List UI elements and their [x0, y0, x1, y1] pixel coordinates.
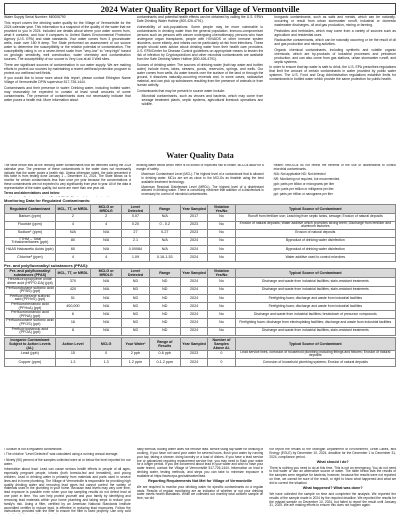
table-cell: Lead (ppb): [5, 350, 56, 358]
table-cell: 1.3: [91, 358, 122, 366]
pfas-heading: Per- and polyfluoroalkyl substances (PFAS):: [4, 262, 89, 268]
table-cell: 2023: [180, 350, 207, 358]
table-cell: ND: [149, 311, 180, 319]
term-ppb: • ppb: parts per billion or micrograms per liter: [274, 183, 396, 187]
column-header: MCL, TT, or MRDL: [55, 204, 90, 213]
contaminants-list: [137, 94, 264, 106]
organic-item: • Organic chemical contaminants, including synthetic and volatile organic chemicals, which are by-products of industrial processes and petroleum production, and can also come from gas stations, urban stormwater runoff, and septic systems.: [274, 48, 396, 64]
table-cell: No: [208, 311, 235, 319]
column-header: MCLG or MRDLG: [91, 204, 122, 213]
table-cell: 0: [91, 350, 122, 358]
contamination-paragraph: There are significant sources of contamination in our water supply. We are making efforts to protect our sources by maintaining a recent wellhead protection program to protect our wellhead well fields.: [4, 62, 131, 75]
table-cell: Corrosion of household plumbing systems; Erosion of natural deposits: [235, 358, 395, 366]
table-cell: Copper (ppm): [5, 358, 56, 366]
table-cell: ND: [149, 286, 180, 294]
pesticides-item: • Pesticides and herbicides, which may come from a variety of sources such as agriculture and residential uses.: [274, 29, 396, 37]
table-cell: ND: [122, 286, 149, 294]
table-cell: ND: [149, 302, 180, 310]
table-cell: 0: [208, 358, 235, 366]
table-row: [5, 229, 396, 237]
table-cell: 15: [55, 350, 90, 358]
table-cell: ND: [122, 294, 149, 302]
table-row: [5, 213, 396, 221]
lead-info: Information about lead: Lead can cause serious health effects in people of all ages, especially pregnant people, infants (both formula-fed and breastfed), and young children. Lead in drinking water is primarily from materials and parts used in service lines and in home plumbing. The Village of Vermontville is responsible for providing high quality drinking water and removing lead pipes but cannot control the variety of materials used in the plumbing in your home. Because lead levels may vary over time, lead exposure is possible even when your tap sampling results do not detect lead at one point in time. You can help protect yourself and your family by identifying and removing lead materials within your home plumbing and taking steps to reduce your family's risk. Using a filter, certified by an American National Standards Institute accredited certifier to reduce lead, is effective in reducing lead exposures. Follow the instructions provided with the filter to ensure the filter is used properly. Use only cold: [4, 467, 131, 514]
table-cell: 4: [91, 253, 122, 261]
table-cell: 2024: [180, 278, 207, 286]
bottom-column-2: [137, 448, 264, 514]
table-cell: 0.07: [122, 213, 149, 221]
sources-paragraph: Sources of drinking water: The sources of drinking water (both tap water and bottled water) include rivers, lakes, streams, ponds, reservoirs, springs, and wells. Our water comes from wells. As water travels over the surface of the land or through the ground, it dissolves naturally-occurring minerals and, in some cases, radioactive material, and can pick up substances resulting from the presence of animals or from human activity.: [136, 62, 264, 87]
column-header: MCL, TT, or MRDL: [55, 269, 90, 278]
table-cell: 0-27: [149, 229, 180, 237]
table-cell: 0: [208, 350, 235, 358]
column-header: MCLG or MRDLG: [91, 269, 122, 278]
table-cell: Firefighting foam; discharge from electroplating facilities; discharge and waste from industrial facilities: [235, 319, 395, 327]
table-cell: 4: [55, 253, 90, 261]
table-cell: Firefighting foam; discharge and waste from industrial facilities: [235, 302, 395, 310]
table-cell: No: [208, 319, 235, 327]
serial-number: Water Supply Serial Number: MI0006790: [4, 15, 66, 19]
column-header: Range: [149, 269, 180, 278]
table-cell: 400,000: [55, 302, 90, 310]
intro-column-2: [137, 15, 264, 148]
what-to-do-heading: What should I do?: [316, 460, 349, 465]
table-cell: 1.2 ppm: [122, 358, 149, 366]
inorganic-item: • Inorganic contaminants, such as salts and metals, which can be naturally-occurring or result from urban stormwater runoff, industrial or domestic wastewater discharges, oil and gas production, mining or farming.: [274, 15, 396, 27]
reporting-paragraph: We are required to monitor your drinking water for specific contaminants on a regular basis. Results of regular monitoring are an indicator of whether or not your drinking water meets health standards. While we collected our monthly total coliform sample on time, we did: [136, 484, 264, 501]
intro-column-3: [269, 15, 396, 148]
table-cell: N/A: [149, 213, 180, 221]
table-cell: ND: [149, 319, 180, 327]
table-cell: 0-1.2 ppm: [149, 358, 180, 366]
wq-column-2: [136, 164, 263, 197]
table-cell: 0.16-1.53: [149, 253, 180, 261]
table-cell: 80: [55, 237, 90, 245]
term-ppm: • ppm: parts per million or milligrams per liter: [274, 188, 396, 192]
column-header: Regulated Contaminant: [5, 204, 56, 213]
what-happened-paragraph: We have collected the sample on time and completed the analysis. We reported the results of the sample made in 2024 by the required deadline. We reported the results for the missed sample on December 10, 2024, but failed to report the result until January 31, 2025. We are making efforts to ensure this does not happen again.: [269, 491, 397, 508]
table-row: [5, 221, 396, 229]
table-cell: 4: [55, 221, 90, 229]
table-cell: 2024: [180, 327, 207, 335]
table-cell: No: [208, 237, 235, 245]
table-row: [5, 302, 396, 310]
table-cell: 0.20: [122, 221, 149, 229]
table-row: [5, 350, 396, 358]
wq-column-1: [4, 164, 131, 197]
table-cell: 2017: [180, 213, 207, 221]
table-cell: 0-6 ppb: [149, 350, 180, 358]
table-cell: ND: [122, 311, 149, 319]
table-cell: 27: [122, 229, 149, 237]
table-cell: ND: [122, 319, 149, 327]
table-cell: N/A: [91, 327, 122, 335]
term-ppt: • ppt: parts per trillion or nanograms per liter: [274, 193, 396, 197]
table-cell: No: [208, 213, 235, 221]
table-cell: N/A: [91, 237, 122, 245]
table-cell: Perfluorobutane sulfonic acid (PFBS) (ppt): [6, 285, 54, 294]
table-cell: No: [208, 294, 235, 302]
table-cell: 1.09: [122, 253, 149, 261]
bottom-column-3: [269, 448, 396, 514]
table-cell: 2 ppb: [122, 350, 149, 358]
term-mrdlg-cont: • Health: MRDLGs do not reflect the benefits of the use of disinfectants to control microbial contaminants.: [274, 164, 396, 172]
table-cell: Perfluorohexane sulfonic acid (PFHxS) (ppt): [5, 294, 56, 302]
table-cell: Fluoride (ppm): [5, 221, 56, 229]
pfas-table: [4, 268, 396, 335]
table-cell: TTHM – Total Trihalomethanes (ppb): [5, 237, 56, 245]
table-cell: Water additive used to control microbes: [235, 253, 395, 261]
table-row: [5, 245, 396, 253]
term-mrdl: • Maximum Residual Disinfectant Level (MRDL): The highest level of a disinfectant allowed in drinking water. There is convincing evidence that addition of a disinfectant is necessary for control of microbial contaminants.: [141, 186, 263, 197]
radioactive-item: • Radioactive contaminants, which can be naturally occurring or be the result of oil and gas production and mining activities.: [274, 38, 396, 46]
table-cell: No: [208, 278, 235, 286]
data-tables: [4, 197, 396, 367]
table-cell: Erosion of natural deposits; Water additive which promotes strong teeth; Discharge from fertilizer and aluminum factories: [235, 221, 395, 229]
lead-header-row: [5, 337, 396, 350]
regulated-header-row: [5, 204, 396, 213]
column-header: Level Detected: [122, 269, 149, 278]
table-cell: Byproduct of drinking water disinfection: [235, 245, 395, 253]
table-cell: 4: [91, 221, 122, 229]
table-cell: 0 - 0.2: [149, 221, 180, 229]
table-cell: Barium (ppm): [5, 213, 56, 221]
vulnerability-paragraph: Vulnerability of sub-populations: Some people may be more vulnerable to contaminants in drinking water than the general population. Immuno-compromised persons such as persons with cancer undergoing chemotherapy, persons who have undergone organ transplants, people with HIV/AIDS or other immune system disorders, some elderly, and infants can be particularly at risk from infections. These people should seek advice about drinking water from their health care providers. U.S. EPA/Center for Disease Control guidelines on appropriate means to lessen the risk of infection by Cryptosporidium and other microbial contaminants are available from the Safe Drinking Water Hotline (800-426-4791).: [136, 24, 264, 62]
contaminants-presence-paragraph: Contaminants and their presence in water: Drinking water, including bottled water, may reasonably be expected to contain at least small amounts of some contaminants. The presence of contaminants does not necessarily indicate that water poses a health risk. More information about: [4, 86, 131, 103]
column-header: Violation Yes/No: [208, 269, 235, 278]
table-cell: No: [208, 327, 235, 335]
table-cell: Firefighting foam; discharge and waste from industrial facilities: [235, 294, 395, 302]
table-cell: N/A: [55, 229, 90, 237]
what-happened-heading: What happened? What was done?: [302, 486, 363, 491]
table-row: [5, 253, 396, 261]
table-cell: N/A: [91, 245, 122, 253]
table-cell: ND: [149, 294, 180, 302]
intro-columns: [4, 15, 396, 148]
table-cell: N/A: [91, 229, 122, 237]
table-row: [5, 327, 396, 335]
column-header: Year Sampled: [180, 269, 207, 278]
table-cell: Discharge and waste from industrial facilities; stain-resistant treatments: [235, 278, 395, 286]
table-row: [5, 286, 396, 294]
regulated-heading: Monitoring Data for Regulated Contaminants:: [4, 198, 91, 203]
table-cell: 2: [55, 213, 90, 221]
table-cell: Discharge and waste from industrial facilities; stain-resistant treatments: [235, 286, 395, 294]
water-quality-columns: [4, 164, 396, 197]
table-row: [5, 319, 396, 327]
reporting-heading: Reporting Requirements Not Met for Village of Vermontville: [148, 479, 252, 484]
table-cell: 2024: [180, 245, 207, 253]
wq-column-3: [269, 164, 396, 197]
table-cell: 2.1: [122, 237, 149, 245]
table-cell: N/A: [91, 311, 122, 319]
contact-paragraph: If you would like to know more about this report, please contact Ethington Name Village of Vermontville DPW supervisor 517-726-1444.: [4, 76, 131, 85]
table-cell: Byproduct of drinking water disinfection: [235, 237, 395, 245]
column-header: Range: [149, 204, 180, 213]
bottom-columns: [4, 448, 396, 514]
table-row: [5, 358, 396, 366]
table-cell: Hexafluoropropylene oxide dimer acid (HFPO-DA) (ppt): [5, 278, 56, 286]
table-cell: HAA5 Haloacetic Acids (ppb): [5, 245, 56, 253]
hotline-paragraph: contaminants and potential health effects can be obtained by calling the U.S. EPA's Safe Drinking Water Hotline (800-426-4791).: [136, 15, 264, 24]
table-cell: Lead service lines, corrosion of household plumbing including fittings and fixtures; Erosion of natural deposits: [235, 350, 395, 358]
table-cell: 51: [55, 294, 90, 302]
column-header: MCLG: [91, 337, 122, 350]
table-cell: 2024: [180, 358, 207, 366]
table-cell: N/A: [149, 237, 180, 245]
table-cell: 2024: [180, 286, 207, 294]
footnote-2: ² The chlorine "Level Detected" was calculated using a running annual average.: [4, 452, 119, 457]
table-cell: N/A: [91, 286, 122, 294]
table-row: [5, 278, 396, 286]
what-to-do-paragraph: There is nothing you need to do at this time. This is not an emergency. You do not need to boil water or use an alternative source of water. The table below lists the results of the samples were negative for bacteria; however, because the results were not reported on time, we cannot be sure of the result, or right to know what happened and what we did to correct the situation.: [269, 465, 397, 485]
table-cell: No: [208, 229, 235, 237]
table-cell: ND: [149, 278, 180, 286]
column-header: Inorganic Contaminant Subject to Action Levels (AL): [5, 337, 56, 350]
table-row: [5, 311, 396, 319]
term-nr: • NR: Monitoring not required, but recommended.: [274, 178, 396, 182]
report-title: 2024 Water Quality Report for Village of Vermontville: [4, 3, 396, 15]
table-cell: N/A: [91, 278, 122, 286]
table-cell: Perfluorohexanoic acid (PFHxA) (ppt): [5, 302, 56, 310]
table-cell: 2024: [180, 302, 207, 310]
table-row: [5, 237, 396, 245]
column-header: Typical Source of Contaminant: [235, 204, 395, 213]
table-cell: Sodium¹ (ppm): [5, 229, 56, 237]
lead-copper-table: [4, 337, 396, 367]
reporting-paragraph-cont: not report the results to the Michigan Department of Environment, Great Lakes, and Energy (EGLE) by December 10, 2024, deadline for the December 1 to December 31, 2024, compliance period.: [269, 448, 397, 459]
water-quality-title: Water Quality Data: [166, 151, 234, 160]
table-cell: Discharge and waste from industrial facilities; stain-resistant treatments: [235, 327, 395, 335]
table-cell: 16: [55, 319, 90, 327]
table-cell: N/A: [149, 245, 180, 253]
table-cell: 0.00084: [122, 245, 149, 253]
table-cell: N/A: [91, 319, 122, 327]
contaminants-list-continued: [269, 15, 396, 64]
column-header: Typical Source of Contaminant: [235, 269, 395, 278]
column-header: Action Level: [55, 337, 90, 350]
table-cell: Runoff from fertilizer use; Leaching from septic tanks, sewage; Erosion of natural deposits: [235, 213, 395, 221]
table-cell: 8: [55, 327, 90, 335]
table-cell: N/A: [91, 302, 122, 310]
table-cell: ND: [122, 278, 149, 286]
table-cell: No: [208, 245, 235, 253]
table-cell: Perfluorononanoic acid (PFNA) (ppt): [5, 311, 56, 319]
column-header: Range of Results: [149, 337, 180, 350]
terms-list-2: [136, 173, 263, 197]
table-cell: Chlorine² (ppm): [5, 253, 56, 261]
table-cell: 1.3: [55, 358, 90, 366]
intro-paragraph: This report covers the drinking water quality for the Village of Vermontville for the 2024 calendar year. This information is a snapshot of the quality of the water that we provided to you in 2024. Included are details about where your water comes from, what it contains, and how it compares to United States Environmental Protection Agency (U.S. EPA) and state standards. Your water comes from 3 groundwater wells, each over 180 ft deep. The State performed an assessment of our source water to determine the susceptibility or the relative potential of contamination. The susceptibility rating is on a seven-tiered scale from "very-low" to "very-high" based on geologic sensitivity, well construction, water chemistry and contamination sources. The susceptibility of our source is Very Low at all 3 Well sites.: [4, 20, 131, 62]
table-cell: 2024: [180, 253, 207, 261]
table-cell: 2023: [180, 229, 207, 237]
table-row: [5, 294, 396, 302]
column-header: Your Water³: [122, 337, 149, 350]
contaminants-list-heading: Contaminants that may be present in source water include:: [136, 88, 226, 93]
wq-intro: The table below lists all the drinking water contaminants that we detected during the 2024 calendar year. The presence of these contaminants in the water does not necessarily indicate that the water poses a health risk. Unless otherwise noted, the data presented in this table is from testing done January 1 – December 31, 2024. The State allows us to monitor for certain contaminants less than once per year because the concentrations of these contaminants are not expected to vary significantly from year to year. All of the data is representative of the water quality, but some are more than one year old.: [4, 164, 132, 190]
term-na-nd: • N/A: Not applicable ND: Not detected: [274, 173, 396, 177]
footnote-3: ³ Ninety (90) percent of the samples collected were at or below the level reported for our water.: [4, 457, 131, 466]
table-cell: Perfluorooctane sulfonic acid (PFOS) (ppt): [6, 318, 54, 326]
column-header: Year Sampled: [180, 204, 207, 213]
column-header: Year Sampled: [180, 337, 207, 350]
regulated-table: [4, 204, 396, 262]
table-cell: ND: [122, 302, 149, 310]
term-mcl: • Maximum Contaminant Level (MCL): The highest level of a contaminant that is allowed in drinking water. MCLs are set as close to the MCLGs as feasible using the best available treatment technology.: [141, 173, 263, 184]
table-cell: No: [208, 286, 235, 294]
column-header: Level Detected: [122, 204, 149, 213]
table-cell: 2023: [180, 221, 207, 229]
column-header: Violation Yes/No: [208, 204, 235, 213]
table-cell: 60: [55, 245, 90, 253]
regulations-paragraph: In order to ensure that tap water is safe to drink, the U.S. EPA prescribes regulations that limit the amount of certain contaminants in water provided by public water systems. The U.S. Food and Drug Administration regulations establish limits for contaminants in bottled water which provide the same protection for public health.: [269, 65, 397, 82]
bottom-column-1: [4, 448, 131, 514]
table-cell: Perfluorooctanoic acid (PFOA) (ppt): [5, 327, 56, 335]
lead-info-cont: baby formula. Boiling water does not remove lead. Before using tap water for drinking or cooking, if you have not used your water for several hours, flush your water by running your tap, taking a shower, doing laundry or a load of dishes. If you have a lead service line or galvanized requiring replacement service line, you may need to flush your water for a longer period. If you are concerned about lead in your water and wish to have your water tested, contact the Village of Vermontville 517-726-1444. Information on lead in drinking water, testing methods, and steps you can take to minimize exposure is available at https://www.epa.gov/safewater/lead.: [136, 448, 264, 478]
table-cell: 6: [55, 311, 90, 319]
table-cell: Discharge and waste from industrial facilities; breakdown of precursor compounds: [235, 311, 395, 319]
intro-column-1: [4, 15, 131, 148]
table-cell: No: [208, 253, 235, 261]
table-cell: 420: [55, 286, 90, 294]
table-cell: N/A: [91, 294, 122, 302]
terms-list-3: [269, 164, 396, 197]
column-header: Per- and polyfluoroalkyl substances (PFAS): [5, 269, 56, 278]
terms-heading: Terms and abbreviations used below:: [4, 190, 60, 195]
table-cell: ND: [149, 327, 180, 335]
footnote-1: ¹ Sodium is not a regulated contaminant.: [4, 448, 63, 451]
table-cell: 2024: [180, 319, 207, 327]
column-header: Number of Samples Above AL: [208, 337, 235, 350]
table-cell: No: [208, 302, 235, 310]
microbial-item: • Microbial contaminants, such as viruses and bacteria, which may come from sewage treatment plants, septic systems, agricultural livestock operations and wildlife.: [142, 94, 264, 106]
column-header: Typical Source of Contaminant: [235, 337, 395, 350]
term-mclg-cont: drinking water below which there is no known or expected risk to health. MCLGs allow for a margin of safety.: [136, 164, 264, 171]
table-cell: 370: [55, 278, 90, 286]
table-cell: 2024: [180, 237, 207, 245]
table-cell: Erosion of natural deposits: [235, 229, 395, 237]
table-cell: 2024: [180, 311, 207, 319]
table-cell: No: [208, 221, 235, 229]
table-cell: ND: [122, 327, 149, 335]
table-cell: 2: [91, 213, 122, 221]
pfas-header-row: [5, 269, 396, 278]
table-cell: 2024: [180, 294, 207, 302]
